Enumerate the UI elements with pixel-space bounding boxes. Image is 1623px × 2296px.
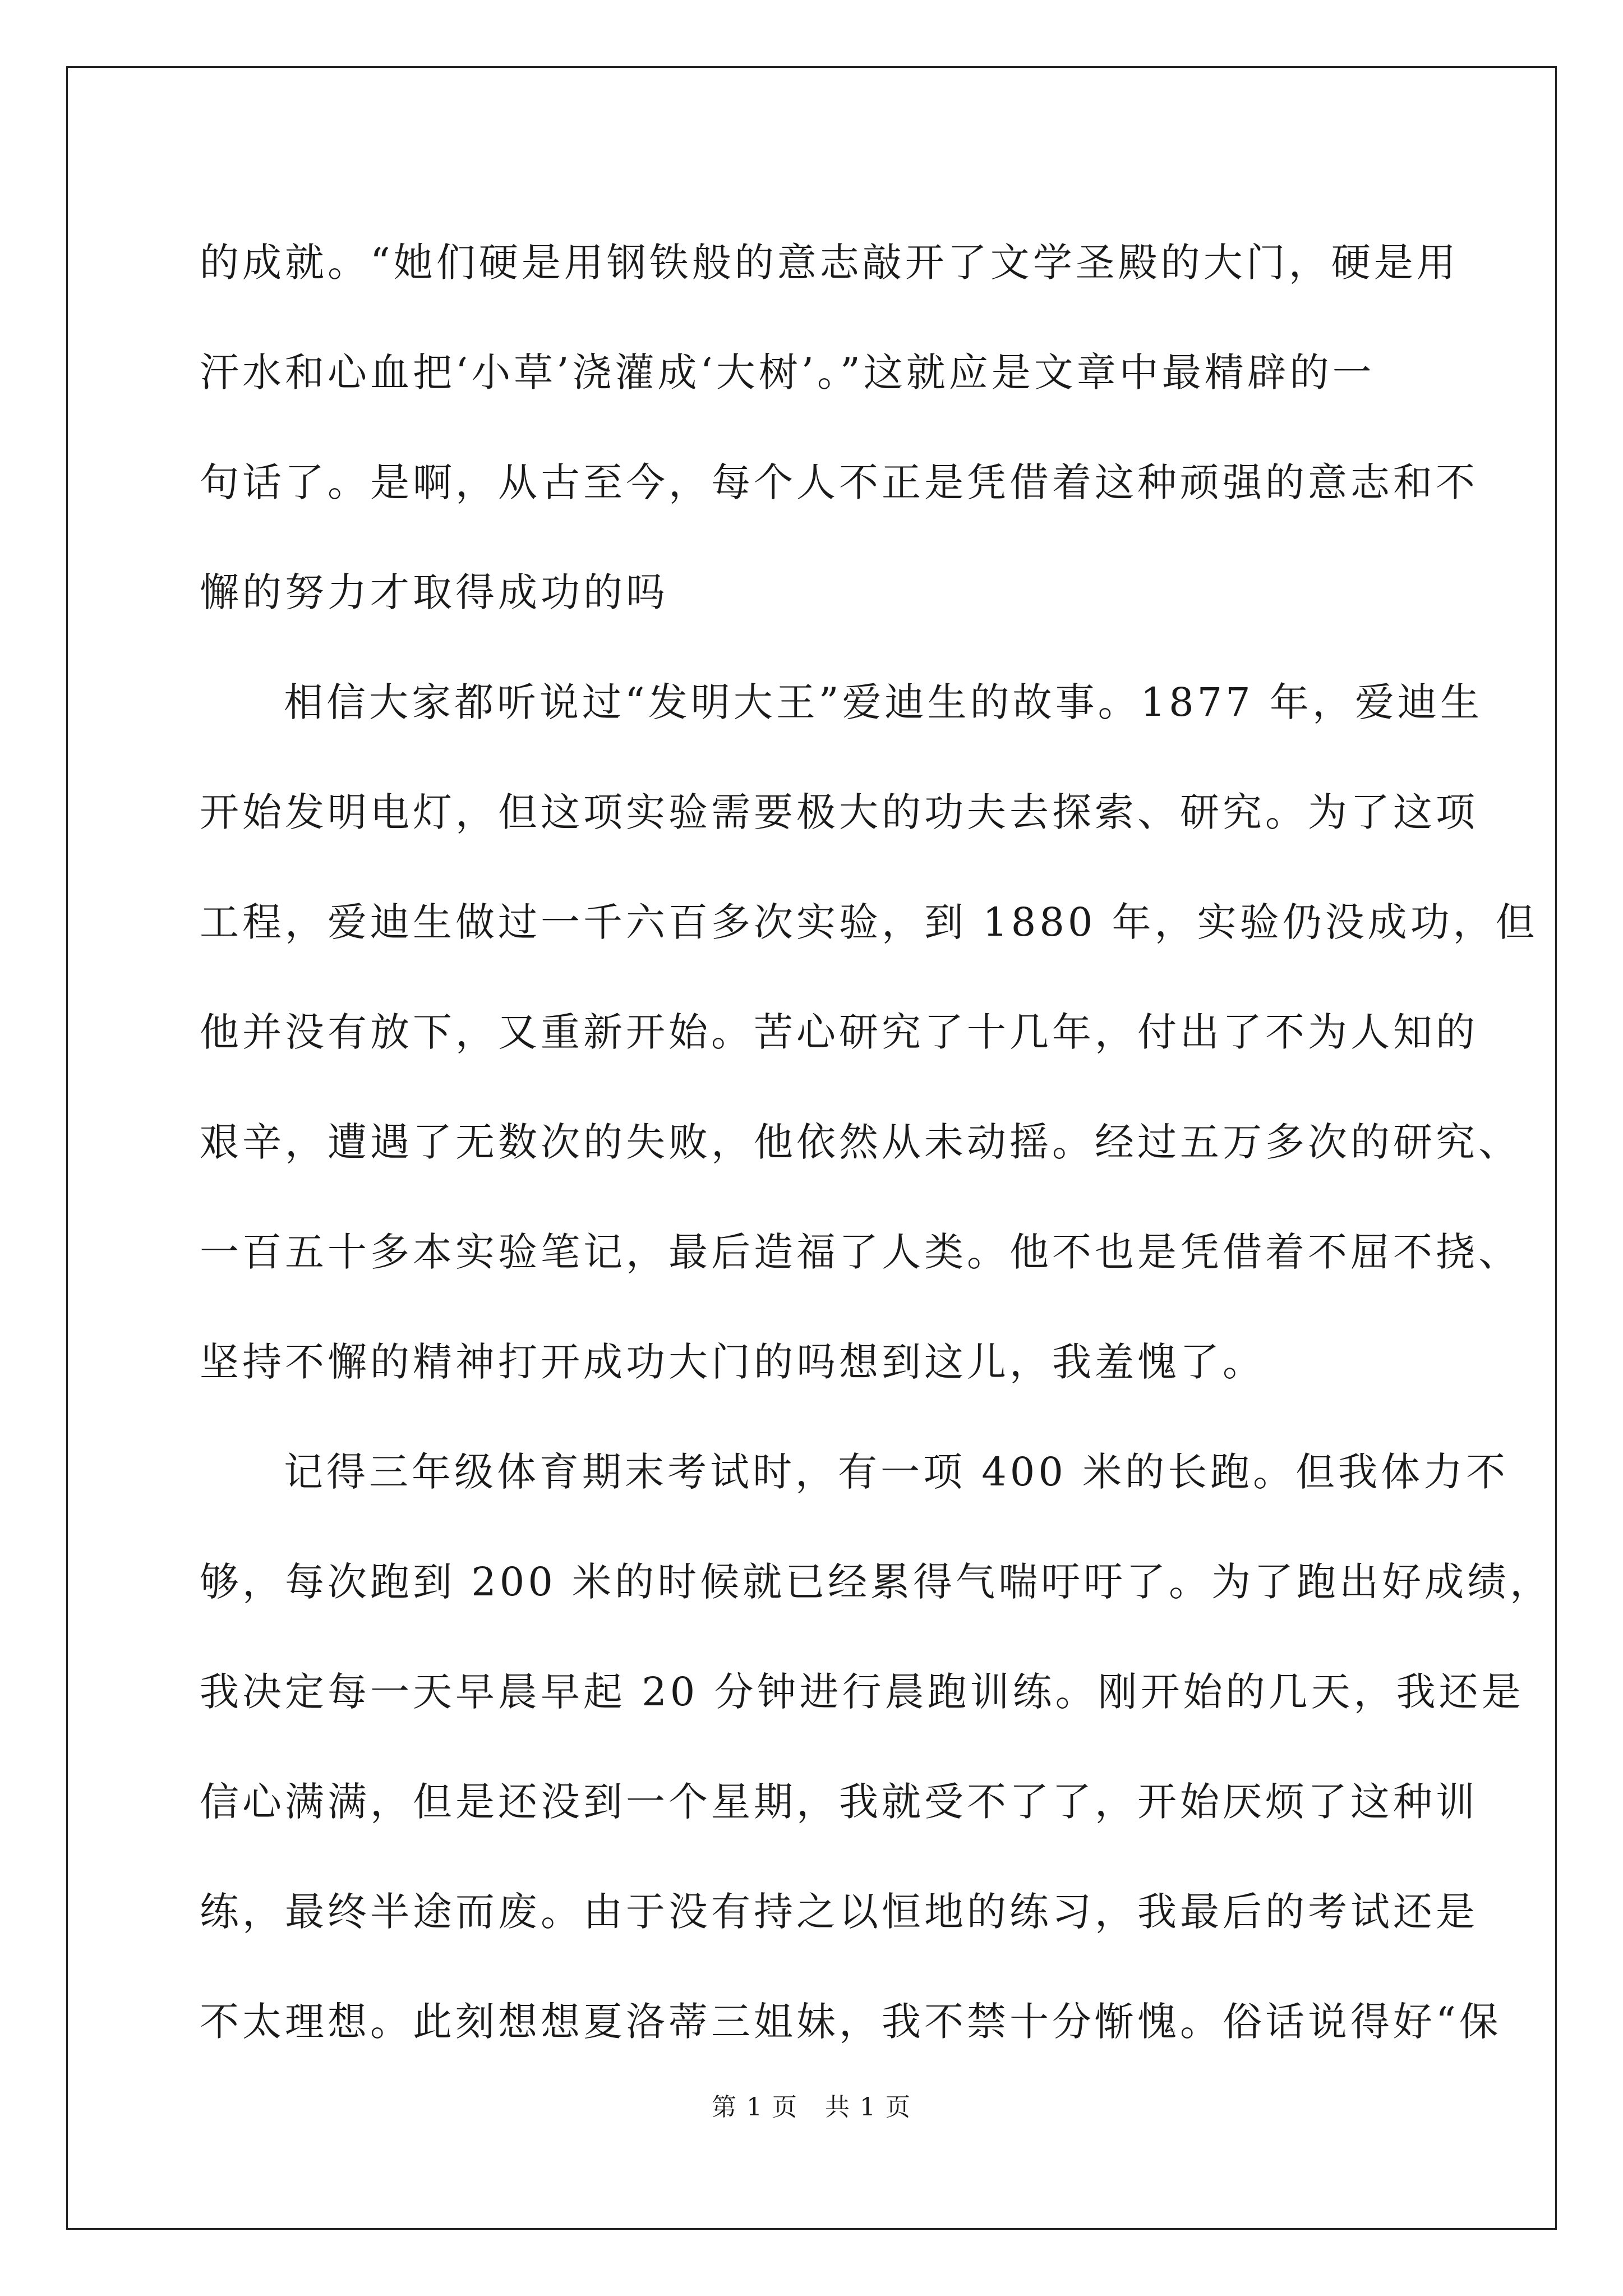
text-line: 艰辛，遭遇了无数次的失败，他依然从未动摇。经过五万多次的研究、	[200, 1119, 1521, 1165]
text-line: 够，每次跑到 200 米的时候就已经累得气喘吁吁了。为了跑出好成绩，	[200, 1559, 1553, 1605]
text-line: 懈的努力才取得成功的吗	[200, 569, 668, 615]
text-line: 坚持不懈的精神打开成功大门的吗想到这儿，我羞愧了。	[200, 1339, 1265, 1385]
page-footer	[0, 2087, 1623, 2123]
text-line: 不太理想。此刻想想夏洛蒂三姐妹，我不禁十分惭愧。俗话说得好“保	[200, 1999, 1502, 2045]
text-line: 的成就。“她们硬是用钢铁般的意志敲开了文学圣殿的大门，硬是用	[200, 240, 1459, 286]
page-total: 共 1 页	[824, 2093, 911, 2122]
text-line: 汗水和心血把‘小草’浇灌成‘大树’。”这就应是文章中最精辟的一	[200, 349, 1375, 395]
text-line: 他并没有放下，又重新开始。苦心研究了十几年，付出了不为人知的	[200, 1009, 1478, 1055]
text-line: 信心满满，但是还没到一个星期，我就受不了了，开始厌烦了这种训	[200, 1779, 1478, 1825]
paragraph-first-line: 相信大家都听说过“发明大王”爱迪生的故事。1877 年，爱迪生	[284, 679, 1483, 725]
text-line: 一百五十多本实验笔记，最后造福了人类。他不也是凭借着不屈不挠、	[200, 1229, 1521, 1275]
paragraph-first-line: 记得三年级体育期末考试时，有一项 400 米的长跑。但我体力不	[284, 1449, 1509, 1495]
page-number: 第 1 页	[712, 2093, 799, 2122]
text-line: 句话了。是啊，从古至今，每个人不正是凭借着这种顽强的意志和不	[200, 459, 1478, 505]
text-line: 开始发明电灯，但这项实验需要极大的功夫去探索、研究。为了这项	[200, 789, 1478, 835]
text-line: 我决定每一天早晨早起 20 分钟进行晨跑训练。刚开始的几天，我还是	[200, 1669, 1524, 1715]
text-line: 工程，爱迪生做过一千六百多次实验，到 1880 年，实验仍没成功，但	[200, 899, 1538, 945]
text-line: 练，最终半途而废。由于没有持之以恒地的练习，我最后的考试还是	[200, 1889, 1478, 1935]
document-body	[200, 208, 1553, 2077]
